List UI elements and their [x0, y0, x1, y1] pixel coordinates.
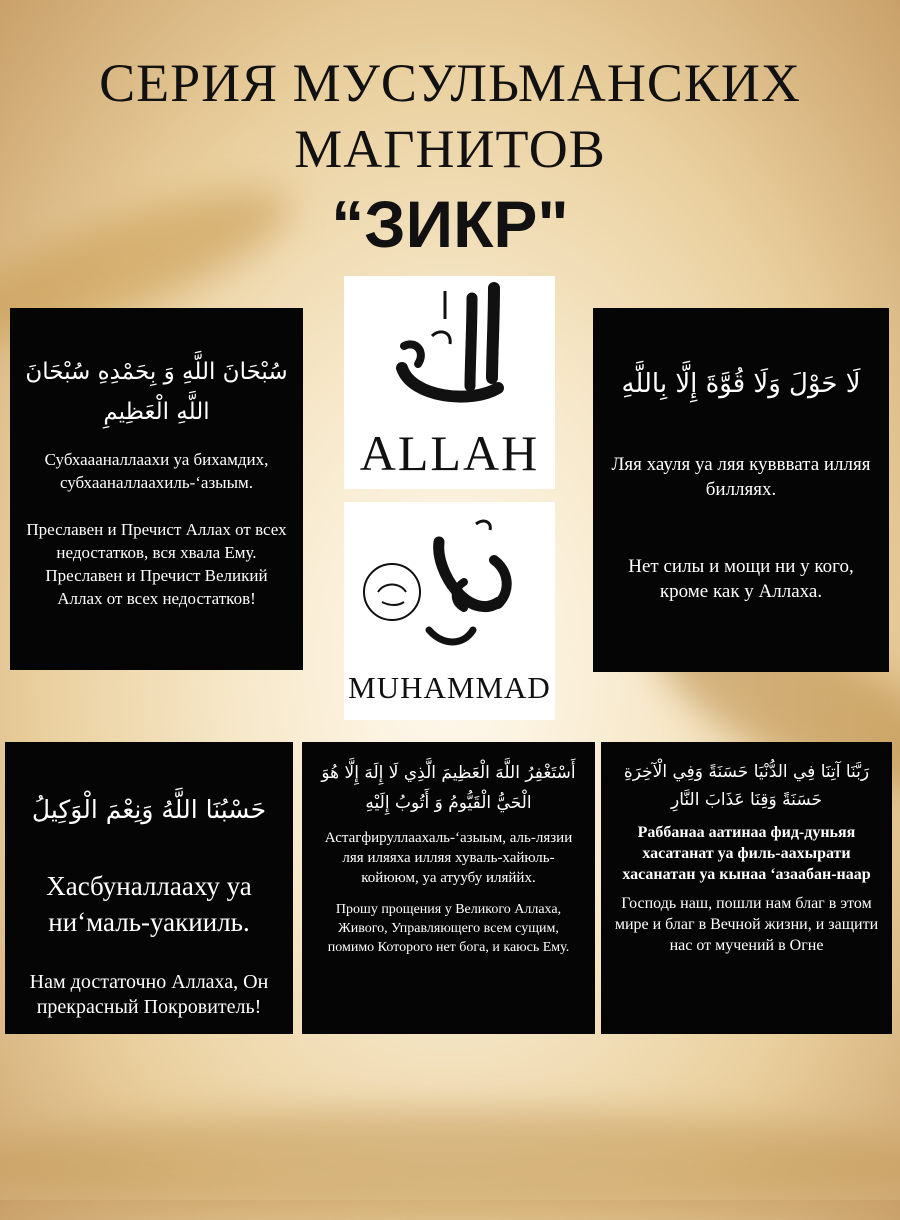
meaning-text: Нам достаточно Аллаха, Он прекрасный Покровитель! [29, 971, 269, 1018]
muhammad-calligraphy-icon [344, 502, 555, 662]
magnet-card-subhanallah [10, 308, 303, 670]
arabic-text: رَبَّنَا آتِنَا فِي الدُّنْيَا حَسَنَةً وَفِي الْآخِرَةِ حَسَنَةً وَقِنَا عَذَابَ النَّارِ [623, 762, 870, 810]
arabic-text: لَا حَوْلَ وَلَا قُوَّةَ إِلَّا بِاللَّهِ [621, 369, 861, 399]
meaning-text: Нет силы и мощи ни у кого, кроме как у Аллаха. [628, 556, 854, 602]
meaning-text: Преславен и Пречист Аллах от всех недостатков, вся хвала Ему. Преславен и Пречист Великий Аллах от всех недостатков! [26, 520, 287, 608]
transliteration-text: Астагфируллаахаль-‘азыым, аль-лязии ляя иляяха илляя хуваль-хайюль-койююм, уа атуубу иляййх. [324, 830, 573, 886]
page-title-line-2: МАГНИТОВ [294, 119, 606, 179]
transliteration-text: Раббанаа аатинаа фид-дуньяя хасатанат уа филь-аахырати хасанатан уа кынаа ‘азаабан-наар [622, 824, 871, 883]
magnet-card-astaghfirullah [302, 742, 595, 1034]
meaning-text: Господь наш, пошли нам благ в этом мире и благ в Вечной жизни, и защити нас от мучений в Огне [614, 895, 879, 954]
meaning-text: Прошу прощения у Великого Аллаха, Живого, Управляющего всем сущим, помимо Которого нет бога, и каюсь Ему. [327, 902, 570, 955]
arabic-text: سُبْحَانَ اللَّهِ وَ بِحَمْدِهِ سُبْحَانَ اللَّهِ الْعَظِيمِ [25, 359, 288, 425]
background-wheat-blur [0, 1110, 900, 1220]
allah-calligraphy-icon [344, 276, 555, 426]
allah-label: ALLAH [359, 425, 540, 481]
magnet-card-hasbunallah [5, 742, 293, 1034]
transliteration-text: Хасбуналлааху уа ни‘маль-уакииль. [46, 871, 252, 937]
arabic-text: حَسْبُنَا اللَّهُ وَنِعْمَ الْوَكِيلُ [31, 795, 267, 824]
page-title-line-3: “ЗИКР" [331, 187, 569, 261]
muhammad-label: MUHAMMAD [348, 670, 551, 705]
allah-tile [344, 276, 555, 489]
arabic-text: أَسْتَغْفِرُ اللَّهَ الْعَظِيمَ الَّذِي لَا إِلَهَ إِلَّا هُوَ الْحَيُّ الْقَيُّومُ وَ أَتُوبُ إِلَيْهِ [321, 763, 576, 813]
magnet-card-rabbana [601, 742, 892, 1034]
transliteration-text: Субхаааналлаахи уа бихамдих, субхааналлаахиль-‘азыым. [44, 450, 269, 492]
magnet-card-la-hawla [593, 308, 889, 672]
page-title-line-1: СЕРИЯ МУСУЛЬМАНСКИХ [99, 53, 801, 113]
transliteration-text: Ляя хауля уа ляя кувввата илляя билляях. [611, 454, 871, 500]
muhammad-tile [344, 502, 555, 720]
